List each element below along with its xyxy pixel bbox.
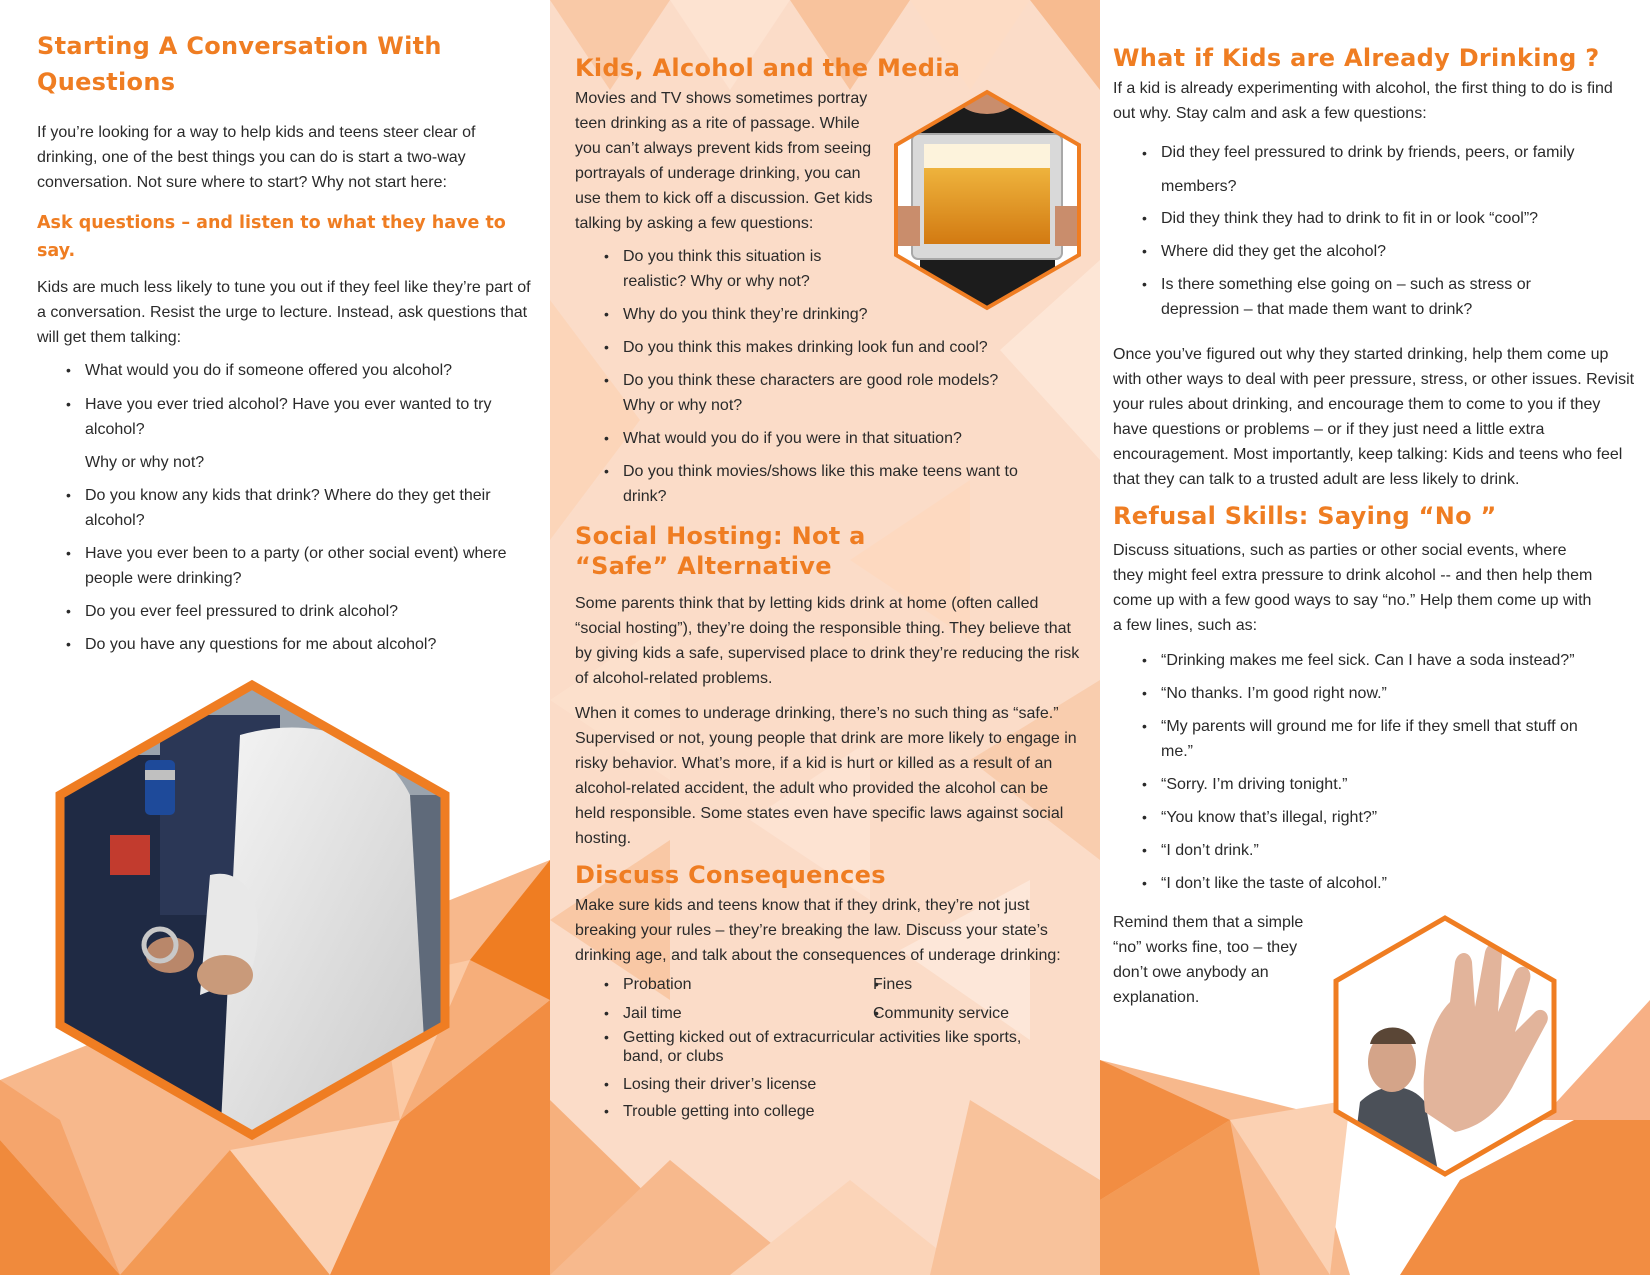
already-drinking-followup: Once you’ve figured out why they started drinking, help them come up with other ways to deal with peer pressure, stress, or other issues. Revisit your rules about drinking, and encourage them to come to you if they have questions or problems – or if they just need a little extra encouragement. Most importantly, keep talking: Kids and teens who feel that they can talk to a trusted adult are less likely to drink. [1113,346,1635,488]
list-item: • Jail time [575,1001,845,1026]
conversation-questions-list [37,358,532,657]
social-hosting-heading: Social Hosting: Not a “Safe” Alternative [575,522,866,580]
consequences-list-col2 [845,972,1075,1026]
list-item: • Do you think this situation is realistic? Why or why not? [575,244,833,294]
conversation-heading: Starting A Conversation With Questions [37,32,442,96]
list-item: • Have you ever tried alcohol? Have you ever wanted to try alcohol? [37,392,532,442]
social-hosting-paragraph-1: Some parents think that by letting kids drink at home (often called “social hosting”), they’re doing the responsible thing. They believe that by giving kids a safe, supervised place to drink they’re reducing the risk of alcohol-related problems. [575,595,1080,687]
list-item: • Fines [845,972,1075,997]
already-drinking-section [1113,40,1638,1010]
list-item: • “I don’t drink.” [1113,838,1603,863]
list-item: • Have you ever been to a party (or other social event) where people were drinking? [37,541,532,591]
list-item: • “My parents will ground me for life if they smell that stuff on me.” [1113,714,1591,764]
conversation-intro: If you’re looking for a way to help kids and teens steer clear of drinking, one of the best things you can do is start a two-way conversation. Not sure where to start? Why not start here: [37,124,476,191]
beer-tv-photo [890,86,1085,314]
consequences-list-col1 [575,972,845,1026]
closing-text: Remind them that a simple “no” works fine, too – they don’t owe anybody an explanation. [1113,914,1304,1006]
consequences-columns [575,972,1080,1026]
list-item: • “You know that’s illegal, right?” [1113,805,1603,830]
list-item: • Is there something else going on – such as stress or depression – that made them want to drink? [1113,272,1561,322]
list-item: • Did they think they had to drink to fit in or look “cool”? [1113,206,1603,231]
list-item: • Do you ever feel pressured to drink alcohol? [37,599,532,624]
list-item: • What would you do if someone offered you alcohol? [37,358,532,383]
media-text: Movies and TV shows sometimes portray teen drinking as a rite of passage. While you can’t always prevent kids from seeing portrayals of underage drinking, you can use them to kick off a discussion. Get kids talking by asking a few questions: [575,90,873,232]
list-item: • “No thanks. I’m good right now.” [1113,681,1603,706]
list-item: • Probation [575,972,845,997]
list-item: • Where did they get the alcohol? [1113,239,1603,264]
list-item: • Do you think movies/shows like this make teens want to drink? [575,459,1033,509]
stop-hand-photo [1330,912,1560,1182]
list-item: • “Drinking makes me feel sick. Can I have a soda instead?” [1113,648,1603,673]
list-item: • What would you do if you were in that situation? [575,426,1035,451]
conversation-body: Kids are much less likely to tune you out if they feel like they’re part of a conversation. Resist the urge to lecture. Instead, ask questions that will get them talking: [37,279,531,346]
already-drinking-text: If a kid is already experimenting with alcohol, the first thing to do is find out why. Stay calm and ask a few questions: [1113,80,1613,122]
consequences-text: Make sure kids and teens know that if they drink, they’re not just breaking your rules – they’re breaking the law. Discuss your state’s drinking age, and talk about the consequences of underage drinking: [575,897,1061,964]
list-item: • “Sorry. I’m driving tonight.” [1113,772,1603,797]
list-item: • Getting kicked out of extracurricular activities like sports, band, or clubs [575,1028,1045,1066]
panel-right [1100,0,1650,1275]
already-drinking-questions [1113,136,1603,322]
already-drinking-heading: What if Kids are Already Drinking ? [1113,44,1600,72]
list-item: • Do you know any kids that drink? Where do they get their alcohol? [37,483,532,533]
media-heading: Kids, Alcohol and the Media [575,54,961,82]
list-item: • Why do you think they’re drinking? [575,302,1035,327]
refusal-lines-list [1113,648,1603,896]
list-item: • Do you have any questions for me about alcohol? [37,632,532,657]
list-item: • Do you think these characters are good role models? Why or why not? [575,368,1033,418]
panel-left [0,0,550,1275]
ask-questions-subheading: Ask questions – and listen to what they have to say. [37,213,506,261]
list-item: • Community service [845,1001,1075,1026]
refusal-skills-text: Discuss situations, such as parties or other social events, where they might feel extra pressure to drink alcohol -- and then help them come up with a few good ways to say “no.” Help them come up with a few lines, such as: [1113,542,1593,634]
conversation-section [37,28,532,657]
refusal-skills-heading: Refusal Skills: Saying “No ” [1113,502,1497,530]
list-item: Why or why not? [85,454,205,471]
arrest-photo [50,675,455,1145]
panel-middle [550,0,1100,1275]
list-item: • Do you think this makes drinking look fun and cool? [575,335,1035,360]
list-item: • “I don’t like the taste of alcohol.” [1113,871,1603,896]
consequences-heading: Discuss Consequences [575,861,886,889]
list-item: • Trouble getting into college [575,1099,1045,1124]
consequences-list-more [575,1028,1045,1124]
social-hosting-paragraph-2: When it comes to underage drinking, there’s no such thing as “safe.” Supervised or not, young people that drink are more likely to engage in risky behavior. What’s more, if a kid is hurt or killed as a result of an alcohol-related accident, the adult who provided the alcohol can be held responsible. Some states even have specific laws against social hosting. [575,705,1077,847]
list-item: • Losing their driver’s license [575,1072,1045,1097]
list-item: • Did they feel pressured to drink by friends, peers, or family members? [1113,136,1603,204]
